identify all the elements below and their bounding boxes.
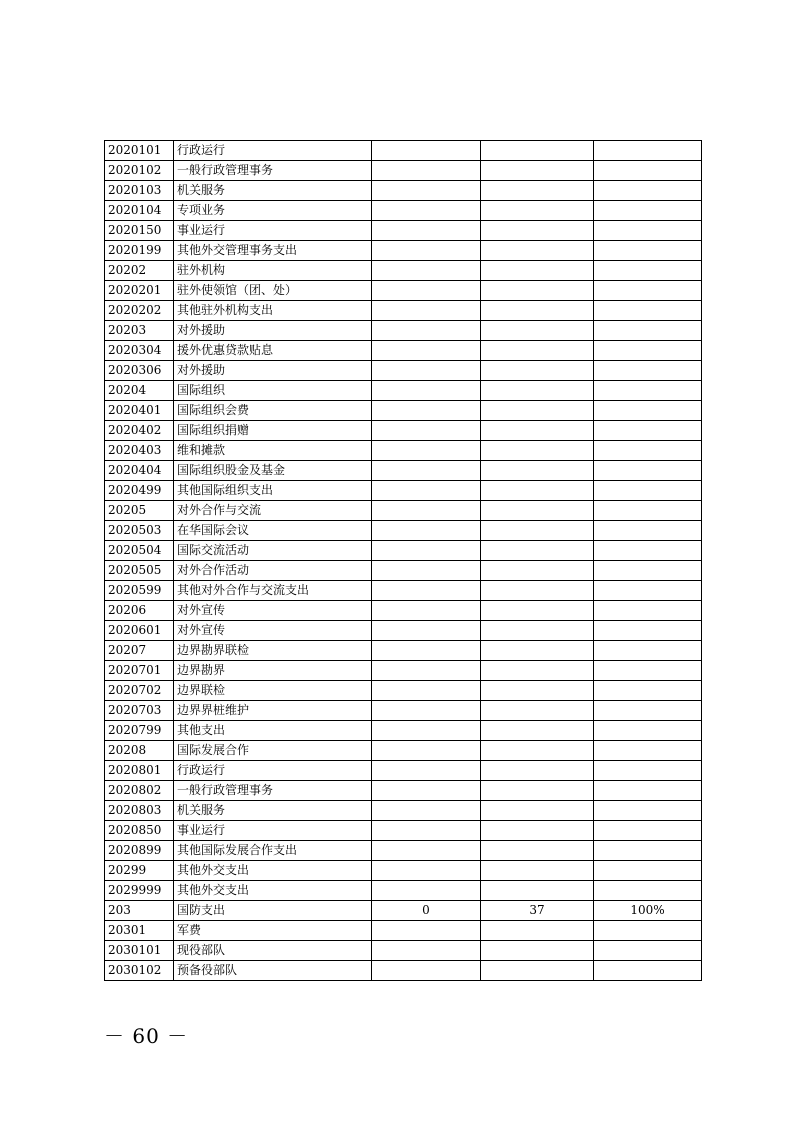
cell-code: 2020504: [105, 541, 174, 561]
cell-value-3: [594, 161, 702, 181]
cell-value-1: [372, 441, 481, 461]
cell-value-1: [372, 361, 481, 381]
cell-name: 一般行政管理事务: [174, 781, 372, 801]
cell-name: 其他外交支出: [174, 861, 372, 881]
cell-value-2: [481, 941, 594, 961]
table-row: [105, 901, 702, 921]
cell-name: 驻外机构: [174, 261, 372, 281]
cell-code: 2020104: [105, 201, 174, 221]
cell-value-3: [594, 581, 702, 601]
cell-value-3: [594, 221, 702, 241]
table-row: [105, 481, 702, 501]
cell-code: 20301: [105, 921, 174, 941]
cell-name: 事业运行: [174, 821, 372, 841]
cell-code: 2020401: [105, 401, 174, 421]
cell-code: 2020801: [105, 761, 174, 781]
cell-name: 国防支出: [174, 901, 372, 921]
cell-value-1: [372, 701, 481, 721]
cell-value-3: [594, 301, 702, 321]
cell-value-2: [481, 561, 594, 581]
table-row: [105, 221, 702, 241]
page-number: － 60 －: [104, 1024, 189, 1048]
cell-code: 20203: [105, 321, 174, 341]
cell-value-3: [594, 961, 702, 981]
cell-value-3: [594, 501, 702, 521]
cell-value-1: [372, 961, 481, 981]
cell-value-3: [594, 421, 702, 441]
cell-value-1: [372, 761, 481, 781]
cell-value-1: [372, 921, 481, 941]
cell-value-1: [372, 581, 481, 601]
cell-value-3: [594, 661, 702, 681]
cell-name: 援外优惠贷款贴息: [174, 341, 372, 361]
cell-value-3: [594, 921, 702, 941]
cell-value-3: [594, 781, 702, 801]
table-row: [105, 681, 702, 701]
cell-value-1: [372, 521, 481, 541]
table-row: [105, 721, 702, 741]
table-row: [105, 261, 702, 281]
cell-code: 2020799: [105, 721, 174, 741]
cell-code: 2020802: [105, 781, 174, 801]
table-row: [105, 461, 702, 481]
cell-code: 2020505: [105, 561, 174, 581]
cell-value-2: [481, 661, 594, 681]
table-row: [105, 641, 702, 661]
cell-name: 国际交流活动: [174, 541, 372, 561]
cell-code: 20204: [105, 381, 174, 401]
table-row: [105, 521, 702, 541]
cell-value-3: [594, 481, 702, 501]
table-row: [105, 541, 702, 561]
cell-value-3: [594, 541, 702, 561]
table-row: [105, 181, 702, 201]
cell-value-3: [594, 341, 702, 361]
table-row: [105, 281, 702, 301]
table-row: [105, 381, 702, 401]
table-row: [105, 501, 702, 521]
cell-value-1: [372, 941, 481, 961]
cell-value-2: 37: [481, 901, 594, 921]
cell-code: 2020601: [105, 621, 174, 641]
cell-value-2: [481, 141, 594, 161]
cell-code: 2020803: [105, 801, 174, 821]
cell-name: 国际组织股金及基金: [174, 461, 372, 481]
cell-value-3: [594, 701, 702, 721]
cell-value-2: [481, 821, 594, 841]
cell-value-2: [481, 801, 594, 821]
cell-value-1: [372, 321, 481, 341]
cell-code: 20208: [105, 741, 174, 761]
cell-code: 2020599: [105, 581, 174, 601]
cell-value-1: [372, 221, 481, 241]
cell-code: 2020103: [105, 181, 174, 201]
table-row: [105, 841, 702, 861]
cell-value-2: [481, 301, 594, 321]
cell-name: 机关服务: [174, 181, 372, 201]
table-row: [105, 741, 702, 761]
cell-value-2: [481, 221, 594, 241]
cell-code: 2029999: [105, 881, 174, 901]
cell-code: 2020850: [105, 821, 174, 841]
cell-value-2: [481, 741, 594, 761]
cell-value-1: [372, 641, 481, 661]
cell-name: 其他外交管理事务支出: [174, 241, 372, 261]
cell-value-3: [594, 601, 702, 621]
cell-value-3: [594, 461, 702, 481]
table-row: [105, 561, 702, 581]
cell-value-1: [372, 341, 481, 361]
cell-name: 现役部队: [174, 941, 372, 961]
cell-name: 在华国际会议: [174, 521, 372, 541]
cell-name: 维和摊款: [174, 441, 372, 461]
cell-value-2: [481, 681, 594, 701]
expenditure-table: [104, 140, 702, 981]
cell-value-3: [594, 861, 702, 881]
cell-code: 2020304: [105, 341, 174, 361]
cell-name: 预备役部队: [174, 961, 372, 981]
cell-value-2: [481, 701, 594, 721]
cell-value-2: [481, 241, 594, 261]
cell-value-2: [481, 841, 594, 861]
cell-value-2: [481, 581, 594, 601]
cell-name: 其他国际组织支出: [174, 481, 372, 501]
cell-code: 2020150: [105, 221, 174, 241]
cell-value-1: [372, 461, 481, 481]
cell-value-1: [372, 621, 481, 641]
cell-code: 2020503: [105, 521, 174, 541]
cell-value-2: [481, 721, 594, 741]
cell-value-3: [594, 941, 702, 961]
cell-value-3: [594, 281, 702, 301]
cell-value-3: [594, 381, 702, 401]
cell-value-2: [481, 501, 594, 521]
cell-value-1: [372, 241, 481, 261]
cell-name: 对外合作活动: [174, 561, 372, 581]
cell-value-1: [372, 161, 481, 181]
cell-value-1: [372, 801, 481, 821]
cell-value-3: [594, 401, 702, 421]
cell-value-3: [594, 361, 702, 381]
cell-value-3: [594, 561, 702, 581]
cell-code: 2020199: [105, 241, 174, 261]
cell-value-1: [372, 261, 481, 281]
cell-name: 国际发展合作: [174, 741, 372, 761]
cell-name: 其他外交支出: [174, 881, 372, 901]
table-row: [105, 321, 702, 341]
cell-value-2: [481, 401, 594, 421]
table-row: [105, 941, 702, 961]
cell-value-2: [481, 441, 594, 461]
cell-value-1: [372, 541, 481, 561]
cell-value-1: [372, 681, 481, 701]
cell-name: 驻外使领馆（团、处）: [174, 281, 372, 301]
cell-value-1: [372, 881, 481, 901]
cell-name: 其他支出: [174, 721, 372, 741]
cell-value-3: [594, 201, 702, 221]
cell-name: 其他对外合作与交流支出: [174, 581, 372, 601]
cell-code: 20207: [105, 641, 174, 661]
cell-code: 20202: [105, 261, 174, 281]
cell-name: 军费: [174, 921, 372, 941]
cell-name: 边界勘界联检: [174, 641, 372, 661]
table-row: [105, 361, 702, 381]
cell-value-1: [372, 421, 481, 441]
table-row: [105, 881, 702, 901]
cell-value-3: [594, 441, 702, 461]
table-row: [105, 761, 702, 781]
table-row: [105, 441, 702, 461]
cell-name: 事业运行: [174, 221, 372, 241]
cell-code: 2030102: [105, 961, 174, 981]
table-row: [105, 141, 702, 161]
cell-value-2: [481, 621, 594, 641]
cell-name: 其他国际发展合作支出: [174, 841, 372, 861]
cell-code: 2020201: [105, 281, 174, 301]
cell-value-1: [372, 181, 481, 201]
cell-value-1: [372, 741, 481, 761]
table-row: [105, 921, 702, 941]
cell-value-2: [481, 421, 594, 441]
cell-code: 20299: [105, 861, 174, 881]
table-row: [105, 801, 702, 821]
cell-value-1: [372, 561, 481, 581]
cell-code: 2020701: [105, 661, 174, 681]
cell-value-1: [372, 381, 481, 401]
cell-value-1: [372, 601, 481, 621]
cell-code: 20205: [105, 501, 174, 521]
cell-value-1: [372, 861, 481, 881]
cell-value-3: [594, 721, 702, 741]
cell-value-2: [481, 281, 594, 301]
cell-value-3: [594, 621, 702, 641]
cell-code: 2020703: [105, 701, 174, 721]
cell-code: 2030101: [105, 941, 174, 961]
cell-value-2: [481, 481, 594, 501]
cell-value-1: [372, 301, 481, 321]
cell-value-1: [372, 401, 481, 421]
cell-value-3: [594, 141, 702, 161]
cell-name: 国际组织会费: [174, 401, 372, 421]
cell-name: 机关服务: [174, 801, 372, 821]
cell-name: 国际组织捐赠: [174, 421, 372, 441]
table-row: [105, 701, 702, 721]
cell-name: 对外援助: [174, 361, 372, 381]
cell-code: 2020702: [105, 681, 174, 701]
cell-name: 对外合作与交流: [174, 501, 372, 521]
table-row: [105, 861, 702, 881]
cell-code: 2020101: [105, 141, 174, 161]
cell-value-2: [481, 881, 594, 901]
cell-value-2: [481, 381, 594, 401]
cell-code: 2020403: [105, 441, 174, 461]
cell-value-2: [481, 921, 594, 941]
cell-code: 2020402: [105, 421, 174, 441]
cell-value-3: [594, 241, 702, 261]
table-row: [105, 961, 702, 981]
table-row: [105, 621, 702, 641]
table-row: [105, 161, 702, 181]
cell-value-3: [594, 841, 702, 861]
table-row: [105, 421, 702, 441]
table-row: [105, 581, 702, 601]
cell-name: 对外援助: [174, 321, 372, 341]
cell-value-1: [372, 201, 481, 221]
cell-value-1: [372, 141, 481, 161]
cell-code: 203: [105, 901, 174, 921]
cell-name: 一般行政管理事务: [174, 161, 372, 181]
cell-code: 2020306: [105, 361, 174, 381]
cell-value-3: [594, 261, 702, 281]
cell-code: 20206: [105, 601, 174, 621]
cell-value-2: [481, 461, 594, 481]
cell-code: 2020899: [105, 841, 174, 861]
cell-value-1: [372, 841, 481, 861]
cell-value-2: [481, 341, 594, 361]
table-row: [105, 241, 702, 261]
cell-name: 行政运行: [174, 761, 372, 781]
table-row: [105, 301, 702, 321]
cell-value-1: [372, 281, 481, 301]
cell-value-2: [481, 641, 594, 661]
cell-value-1: [372, 781, 481, 801]
cell-value-3: [594, 821, 702, 841]
cell-name: 边界联检: [174, 681, 372, 701]
cell-value-2: [481, 261, 594, 281]
cell-value-3: [594, 521, 702, 541]
cell-value-2: [481, 181, 594, 201]
cell-value-1: [372, 501, 481, 521]
cell-value-2: [481, 961, 594, 981]
cell-value-2: [481, 321, 594, 341]
cell-name: 边界勘界: [174, 661, 372, 681]
cell-name: 行政运行: [174, 141, 372, 161]
table-row: [105, 661, 702, 681]
cell-code: 2020404: [105, 461, 174, 481]
cell-value-3: [594, 801, 702, 821]
cell-value-3: [594, 641, 702, 661]
table-row: [105, 401, 702, 421]
cell-value-2: [481, 601, 594, 621]
cell-value-2: [481, 521, 594, 541]
cell-value-3: [594, 761, 702, 781]
cell-name: 其他驻外机构支出: [174, 301, 372, 321]
cell-value-2: [481, 541, 594, 561]
cell-value-3: [594, 321, 702, 341]
cell-value-2: [481, 861, 594, 881]
cell-name: 边界界桩维护: [174, 701, 372, 721]
cell-value-3: 100%: [594, 901, 702, 921]
cell-name: 国际组织: [174, 381, 372, 401]
cell-value-2: [481, 361, 594, 381]
cell-value-3: [594, 881, 702, 901]
cell-value-2: [481, 781, 594, 801]
table-row: [105, 781, 702, 801]
cell-value-1: [372, 481, 481, 501]
cell-name: 对外宣传: [174, 621, 372, 641]
cell-value-1: [372, 721, 481, 741]
cell-value-1: 0: [372, 901, 481, 921]
table-row: [105, 601, 702, 621]
cell-value-3: [594, 681, 702, 701]
cell-code: 2020499: [105, 481, 174, 501]
table-row: [105, 341, 702, 361]
cell-value-2: [481, 201, 594, 221]
cell-value-1: [372, 661, 481, 681]
table-row: [105, 201, 702, 221]
cell-code: 2020102: [105, 161, 174, 181]
cell-value-2: [481, 161, 594, 181]
cell-value-3: [594, 741, 702, 761]
cell-value-1: [372, 821, 481, 841]
cell-value-3: [594, 181, 702, 201]
table-body: [105, 141, 702, 981]
cell-value-2: [481, 761, 594, 781]
cell-code: 2020202: [105, 301, 174, 321]
cell-name: 对外宣传: [174, 601, 372, 621]
table-row: [105, 821, 702, 841]
cell-name: 专项业务: [174, 201, 372, 221]
